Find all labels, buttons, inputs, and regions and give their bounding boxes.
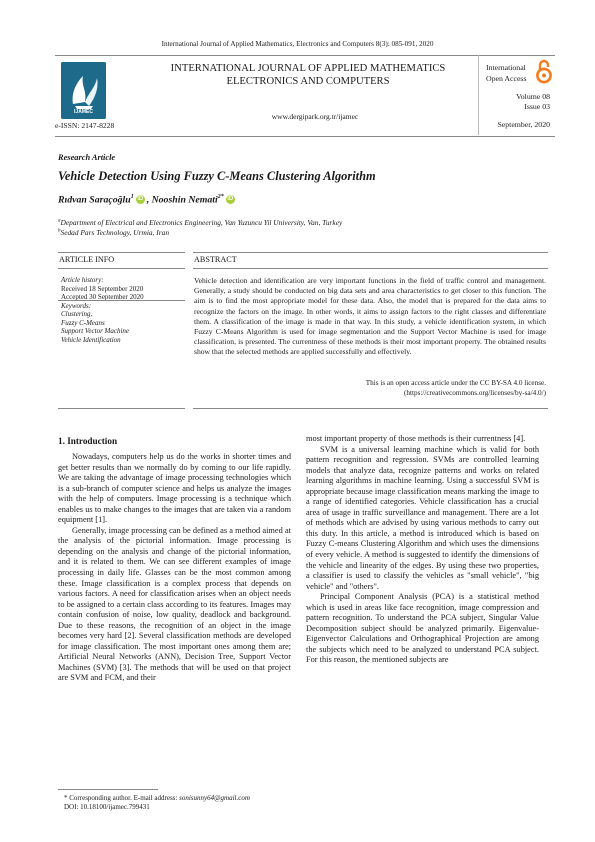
body-column-left (58, 452, 291, 684)
body-paragraph: most important property of those methods is their currentness [4]. (306, 434, 526, 443)
journal-citation-line: International Journal of Applied Mathematics, Electronics and Computers 8(3): 085-091, 2020 (161, 40, 434, 48)
abstract-rule-mid (193, 268, 548, 269)
abstract-rule-bottom (193, 408, 548, 409)
history-label: Article history: (61, 276, 104, 284)
body-column-right (306, 434, 539, 666)
info-rule-top (58, 252, 185, 253)
journal-title (143, 62, 473, 88)
author-email-link[interactable]: sonisunny64@gmail.com (179, 794, 250, 802)
footnote-rule (58, 789, 158, 790)
abstract-rule-top (193, 252, 548, 253)
author-2-sup: 2* (217, 194, 224, 200)
author-2: , Nooshin Nemati (146, 194, 218, 206)
author-list (58, 194, 237, 205)
volume-issue (470, 92, 550, 112)
journal-website-link[interactable]: www.dergipark.org.tr/ijamec (271, 112, 359, 121)
accepted-date: Accepted 30 September 2020 (61, 293, 144, 301)
issn: e-ISSN: 2147-8228 (55, 121, 115, 130)
footnote (64, 794, 250, 812)
article-type: Research Article (58, 153, 116, 162)
abstract-text: Vehicle detection and identification are very important functions in the field of traffic control and management. Generally, a study should be conducted on big data sets and area characteristics to get closer to this function. The aim is to find the most appropriate model for these data. Also, the model that is prepared for the data aims to recognize the factors on the image. In other words, it aims to assign factors to the right classes and differentiate them. A classification of the image is made in that way. In this study, a vehicle identification system, in which Fuzzy C-Means Algorithm is used for image segmentation and the Support Vector Machine is used for image classification, is presented. The currentness of these methods is their most important property. The obtained results show that the selected methods are applied successfully and effectively. (194, 276, 546, 357)
license-link[interactable]: (https://creativecommons.org/licenses/by-sa/4.0/) (404, 389, 546, 397)
open-access-icon (535, 59, 553, 84)
info-rule-sep (58, 300, 185, 301)
footnote-label: * Corresponding author. E-mail address: (64, 794, 180, 802)
article-title: Vehicle Detection Using Fuzzy C-Means Clustering Algorithm (58, 169, 376, 183)
info-rule-bottom (58, 408, 185, 409)
body-paragraph: Generally, image processing can be defined as a method aimed at the analysis of the pictorial information. Image processing is depending on the analysis and change of the pictorial information, and it is related to them. We can see different examples of image processing in daily life. Glasses can be the most common among these. Image classification is a complex process that depends on various factors. A need for classification arises when an object needs to be assigned to a certain class according to its features. Images may contain confusion of noise, low quality, deadlock and background. Due to these reasons, the recognition of an object in the image becomes very hard [2]. Several classification methods are developed for image classification. The most important ones among them are; Artificial Neural Networks (ANN), Decision Tree, Support Vector Machines (SVM) [3]. The methods that will be used on that project are SVM and FCM, and their (58, 525, 291, 683)
journal-title-line2: ELECTRONICS AND COMPUTERS (226, 76, 390, 87)
section-heading-introduction: 1. Introduction (58, 436, 118, 446)
issue: Issue 03 (524, 102, 550, 111)
keyword-item: Fuzzy C-Means (61, 318, 105, 327)
license-line1: This is an open access article under the CC BY-SA 4.0 license. (365, 379, 546, 387)
article-info-heading: ARTICLE INFO (59, 255, 115, 264)
license-notice (194, 378, 546, 398)
open-access-label (486, 62, 527, 84)
orcid-icon[interactable]: iD (137, 196, 144, 203)
open-access-line2: Open Access (486, 74, 527, 83)
keywords-label: Keywords: (61, 301, 92, 310)
body-paragraph: Nowadays, computers help us do the works in shorter times and get better results than we normally do by coming to our life rapidly. We are taking the advantage of image processing technologies which is a sub-branch of computer science and helps us analyze the images with the help of computers. Image processing is a technique which enables us to make changes to the images that are taken via a random equipment [1]. (58, 452, 291, 525)
affiliation-2: $^b$Sedad Pars Technology, Urmia, Iran (58, 228, 170, 237)
volume: Volume 08 (516, 92, 550, 101)
article-info-body (61, 276, 181, 344)
keyword-item: Clustering, (61, 310, 93, 318)
corresponding-author (64, 794, 250, 803)
info-rule-mid (58, 268, 185, 269)
keyword-item: Vehicle Identification (61, 335, 121, 344)
body-paragraph: Principal Component Analysis (PCA) is a statistical method which is used in areas like face recognition, image compression and pattern recognition. To understand the PCA subject, Singular Value Decomposition subject should be analyzed primarily. Eigenvalue-Eigenvector Calculations and Orthographical Projection are among the subjects which need to be analyzed to understand PCA subject. For this reason, the mentioned subjects are (306, 592, 539, 665)
author-1-sup: 1 (130, 194, 134, 200)
received-date: Received 18 September 2020 (61, 284, 144, 293)
keyword-item: Support Vector Machine (61, 327, 130, 335)
affiliation-1: $^a$Department of Electrical and Electronics Engineering, Van Yuzuncu Yil University, Van, Turkey (58, 218, 343, 227)
logo-text: IJAMEC (74, 109, 93, 115)
body-paragraph: SVM is a universal learning machine which is valid for both pattern recognition and regression. SVMs are controlled learning models that analyze data, recognize patterns and works on related learning algorithms in machine learning. Using a successful SVM is appropriate because image classification means marking the image to a range of identified categories. Vehicle classification has a crucial area of usage in traffic surveillance and management. There are a lot of methods which are advised by using various methods to carry out this duty. In this article, a method is introduced which is based on Fuzzy C-means Clustering Algorithm and which uses the dimensions of every vehicle. A method is suggested to identify the dimensions of the vehicle and linearity of the edges. By using these two properties, a classifier is used to classify the vehicles as "small vehicle", "big vehicle" and "others". (306, 444, 539, 591)
open-access-line1: International (486, 63, 526, 72)
author-1: Rıdvan Saraçoğlu (58, 194, 131, 206)
orcid-icon[interactable]: iD (227, 196, 234, 203)
abstract-heading: ABSTRACT (194, 255, 237, 264)
doi: DOI: 10.18100/ijamec.799431 (64, 803, 150, 811)
journal-title-line1: INTERNATIONAL JOURNAL OF APPLIED MATHEMATICS (170, 63, 446, 74)
issue-date: September, 2020 (497, 120, 550, 129)
